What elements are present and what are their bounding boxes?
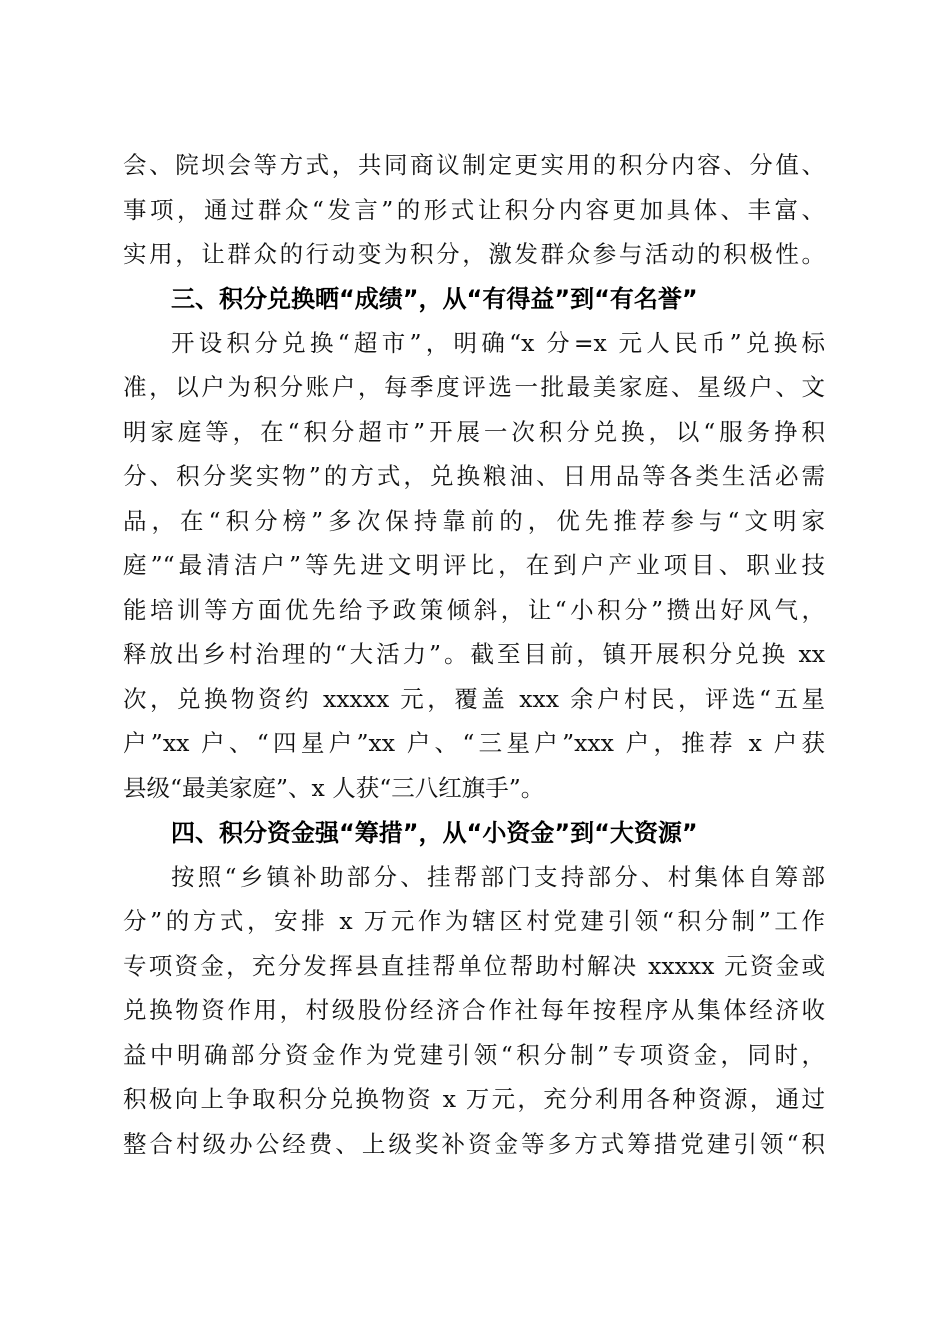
body-text-line: 实用，让群众的行动变为积分，激发群众参与活动的积极性。 [123,240,825,268]
section-heading-3: 三、积分兑换晒“成绩”，从“有得益”到“有名誉” [171,285,698,313]
body-text-line: 开设积分兑换“超市”，明确“x 分=x 元人民币”兑换标 [171,329,825,357]
body-text-line: 户”xx 户、“四星户”xx 户、“三星户”xxx 户，推荐 x 户获 [123,729,825,757]
section-heading-4: 四、积分资金强“筹措”，从“小资金”到“大资源” [171,819,698,847]
body-text-line: 益中明确部分资金作为党建引领“积分制”专项资金，同时， [123,1041,825,1069]
body-text-line: 会、院坝会等方式，共同商议制定更实用的积分内容、分值、 [123,151,825,179]
body-text-line: 明家庭等，在“积分超市”开展一次积分兑换，以“服务挣积 [123,418,825,446]
body-text-line: 品，在“积分榜”多次保持靠前的，优先推荐参与“文明家 [123,507,825,535]
body-text-line: 能培训等方面优先给予政策倾斜，让“小积分”攒出好风气， [123,596,825,624]
body-text-line: 专项资金，充分发挥县直挂帮单位帮助村解决 xxxxx 元资金或 [123,952,825,980]
body-text-line: 释放出乡村治理的“大活力”。截至目前，镇开展积分兑换 xx [123,640,825,668]
body-text-line: 事项，通过群众“发言”的形式让积分内容更加具体、丰富、 [123,196,825,224]
body-text-line: 积极向上争取积分兑换物资 x 万元，充分利用各种资源，通过 [123,1085,825,1113]
body-text-line: 准，以户为积分账户，每季度评选一批最美家庭、星级户、文 [123,373,825,401]
body-text-line: 庭”“最清洁户”等先进文明评比，在到户产业项目、职业技 [123,551,825,579]
body-text-line: 兑换物资作用，村级股份经济合作社每年按程序从集体经济收 [123,996,825,1024]
body-text-line: 分、积分奖实物”的方式，兑换粮油、日用品等各类生活必需 [123,462,825,490]
body-text-line: 县级“最美家庭”、x 人获“三八红旗手”。 [123,774,545,802]
body-text-line: 分”的方式，安排 x 万元作为辖区村党建引领“积分制”工作 [123,907,825,935]
body-text-line: 按照“乡镇补助部分、挂帮部门支持部分、村集体自筹部 [171,863,825,891]
body-text-line: 次，兑换物资约 xxxxx 元，覆盖 xxx 余户村民，评选“五星 [123,685,825,713]
body-text-line: 整合村级办公经费、上级奖补资金等多方式筹措党建引领“积 [123,1130,825,1158]
